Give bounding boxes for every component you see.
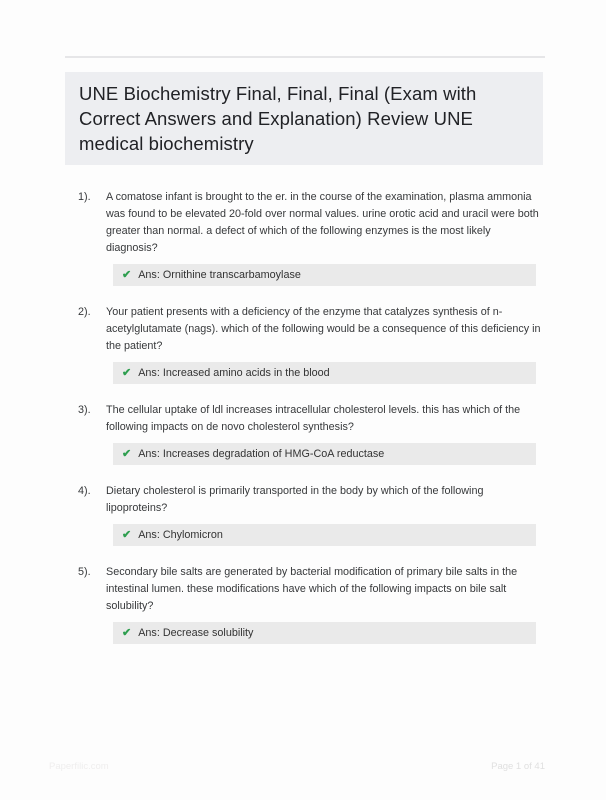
check-icon: ✔ bbox=[122, 448, 132, 460]
question-body bbox=[106, 483, 545, 546]
question-text: Dietary cholesterol is primarily transported in the body by which of the following lipoproteins? bbox=[106, 485, 484, 514]
page-footer bbox=[49, 761, 545, 773]
page-title: UNE Biochemistry Final, Final, Final (Exam with Correct Answers and Explanation) Review UNE medical biochemistry bbox=[79, 83, 477, 154]
answer-box bbox=[113, 362, 536, 384]
question-number: 3). bbox=[78, 404, 91, 416]
question-text: Secondary bile salts are generated by bacterial modification of primary bile salts in the intestinal lumen. these modifications have which of the following impacts on bile salt solubility? bbox=[106, 566, 518, 612]
question-number: 5). bbox=[78, 566, 91, 578]
check-icon: ✔ bbox=[122, 367, 132, 379]
question-item bbox=[65, 483, 545, 546]
question-item bbox=[65, 564, 545, 644]
answer-box bbox=[113, 264, 536, 286]
answer-text: Ans: Increased amino acids in the blood bbox=[138, 367, 330, 379]
question-item bbox=[65, 304, 545, 384]
answer-text: Ans: Decrease solubility bbox=[138, 627, 254, 639]
question-body bbox=[106, 304, 545, 384]
question-list bbox=[65, 189, 545, 644]
question-item bbox=[65, 189, 545, 286]
question-number: 4). bbox=[78, 485, 91, 497]
question-number: 2). bbox=[78, 306, 91, 318]
answer-box bbox=[113, 443, 536, 465]
question-body bbox=[106, 564, 545, 644]
check-icon: ✔ bbox=[122, 627, 132, 639]
question-text: The cellular uptake of ldl increases intracellular cholesterol levels. this has which of the following impacts on de novo cholesterol synthesis? bbox=[106, 404, 521, 433]
top-divider bbox=[65, 56, 545, 58]
question-number: 1). bbox=[78, 191, 91, 203]
check-icon: ✔ bbox=[122, 269, 132, 281]
question-body bbox=[106, 402, 545, 465]
watermark-text: Paperfilic.com bbox=[49, 761, 109, 772]
answer-text: Ans: Ornithine transcarbamoylase bbox=[138, 269, 301, 281]
question-body bbox=[106, 189, 545, 286]
answer-text: Ans: Chylomicron bbox=[138, 529, 223, 541]
title-block bbox=[65, 72, 543, 165]
page-number: Page 1 of 41 bbox=[491, 761, 545, 772]
question-item bbox=[65, 402, 545, 465]
answer-text: Ans: Increases degradation of HMG-CoA reductase bbox=[138, 448, 385, 460]
answer-box bbox=[113, 622, 536, 644]
question-text: A comatose infant is brought to the er. in the course of the examination, plasma ammonia was found to be elevated 20-fold over normal values. urine orotic acid and uracil were both greater than normal. a defect of which of the following enzymes is the most likely diagnosis? bbox=[106, 191, 539, 254]
answer-box bbox=[113, 524, 536, 546]
check-icon: ✔ bbox=[122, 529, 132, 541]
question-text: Your patient presents with a deficiency of the enzyme that catalyzes synthesis of n-acetylglutamate (nags). which of the following would be a consequence of this deficiency in the patient? bbox=[106, 306, 541, 352]
